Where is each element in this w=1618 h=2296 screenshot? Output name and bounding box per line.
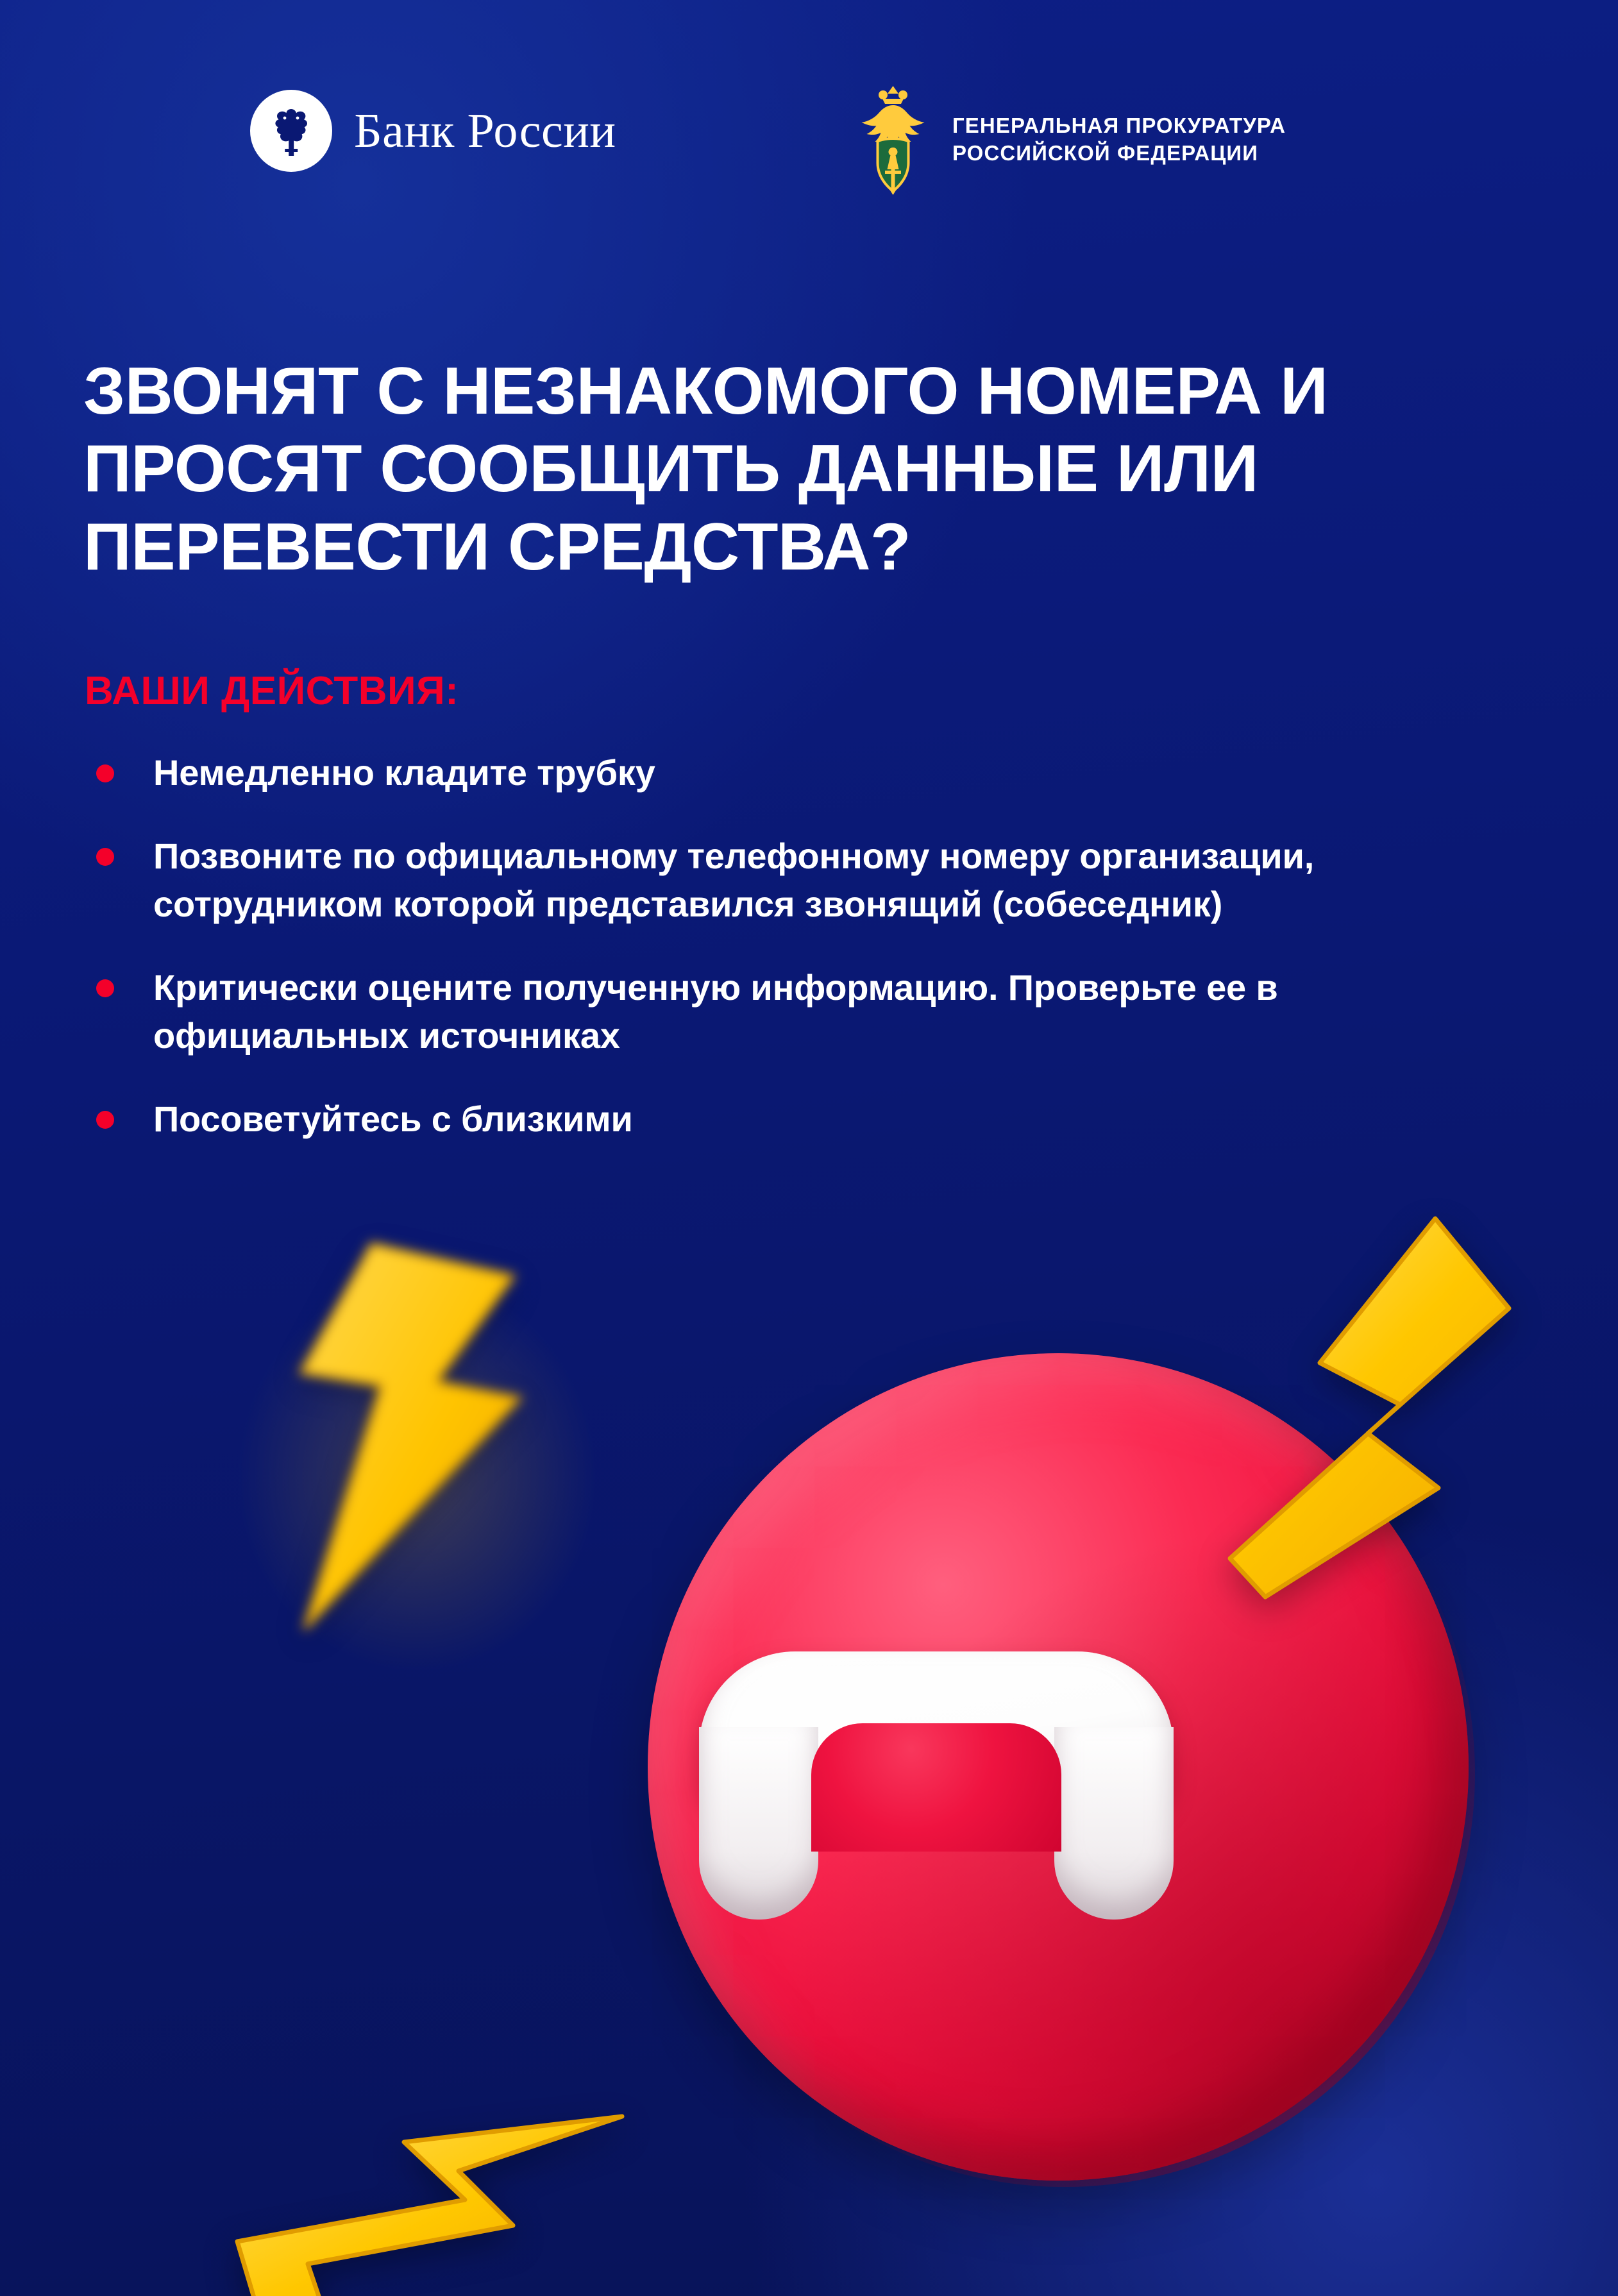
prosecutor-line-2: РОССИЙСКОЙ ФЕДЕРАЦИИ — [952, 140, 1259, 165]
bullet-dot-icon — [96, 848, 114, 866]
list-item — [85, 832, 1444, 928]
prosecutor-general-logo — [853, 83, 1286, 196]
page-title: ЗВОНЯТ С НЕЗНАКОМОГО НОМЕРА И ПРОСЯТ СООБЩИТЬ ДАННЫЕ ИЛИ ПЕРЕВЕСТИ СРЕДСТВА? — [83, 353, 1328, 585]
bullet-dot-icon — [96, 979, 114, 997]
list-item — [85, 1095, 1444, 1143]
list-item — [85, 964, 1444, 1059]
list-item-label: Немедленно кладите трубку — [153, 752, 655, 793]
bank-of-russia-logo — [250, 90, 616, 172]
bullet-dot-icon — [96, 1111, 114, 1129]
lightning-bolt-icon — [1208, 1212, 1605, 1661]
handset-earpiece-left — [699, 1727, 818, 1920]
hung-up-handset-icon — [699, 1651, 1174, 1921]
actions-heading: ВАШИ ДЕЙСТВИЯ: — [85, 669, 459, 713]
handset-inner-notch — [811, 1723, 1061, 1852]
handset-earpiece-right — [1054, 1727, 1174, 1920]
illustration — [0, 1276, 1618, 2296]
list-item-label: Позвоните по официальному телефонному номеру организации, сотрудником которой представился звонящий (собеседник) — [153, 836, 1315, 924]
prosecutor-general-wordmark — [952, 112, 1286, 166]
prosecutor-emblem-icon — [853, 83, 933, 196]
double-headed-eagle-icon — [250, 90, 332, 172]
lightning-bolt-icon — [212, 2104, 699, 2296]
bank-of-russia-wordmark: Банк России — [354, 103, 616, 158]
list-item-label: Критически оцените полученную информацию. Проверьте ее в официальных источниках — [153, 967, 1278, 1056]
bullet-dot-icon — [96, 764, 114, 782]
list-item — [85, 749, 1444, 797]
prosecutor-line-1: ГЕНЕРАЛЬНАЯ ПРОКУРАТУРА — [952, 114, 1286, 138]
list-item-label: Посоветуйтесь с близкими — [153, 1099, 633, 1140]
actions-list — [85, 749, 1444, 1179]
lightning-bolt-icon — [244, 1238, 577, 1635]
header — [0, 77, 1618, 224]
